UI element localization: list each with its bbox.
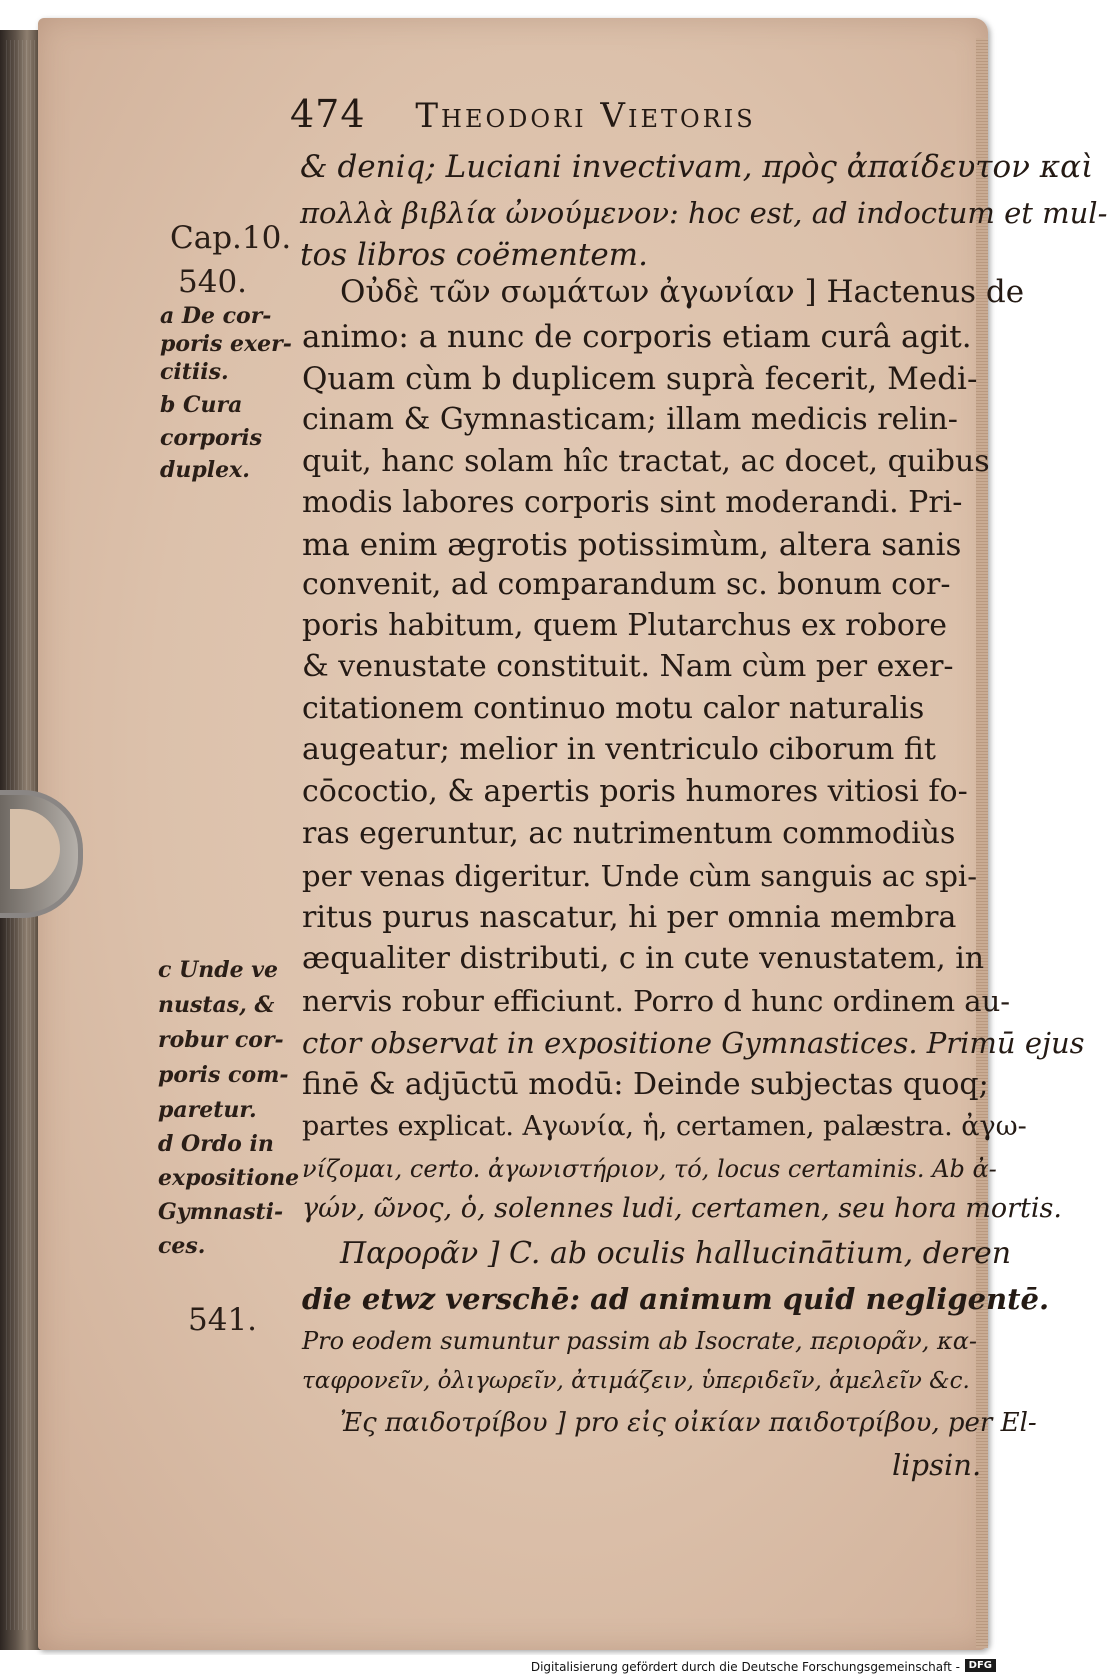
margin-number-540: 540.: [178, 264, 248, 300]
margin-note-c-1: c Unde ve: [158, 957, 279, 983]
body-line: æqualiter distributi, c in cute venustatem, in: [302, 941, 985, 976]
margin-note-a-3: citiis.: [160, 359, 229, 385]
body-line: citationem continuo motu calor naturalis: [302, 691, 925, 726]
margin-note-a-1: a De cor-: [160, 303, 272, 329]
body-line: ritus purus nascatur, hi per omnia membra: [302, 900, 957, 935]
body-line: Παρορᾶν ] C. ab oculis hallucinātium, deren: [340, 1236, 1012, 1271]
footer-bar: [0, 1655, 1000, 1678]
body-line: per venas digeritur. Unde cùm sanguis ac spi-: [302, 859, 978, 893]
margin-note-d-1: d Ordo in: [158, 1131, 274, 1157]
margin-note-d-3: Gymnasti-: [158, 1199, 284, 1225]
margin-note-b-1: b Cura: [160, 392, 243, 418]
body-line: quit, hanc solam hîc tractat, ac docet, quibus: [302, 444, 990, 479]
body-line: Quam cùm b duplicem suprà fecerit, Medi-: [302, 361, 978, 397]
margin-number-541: 541.: [188, 1302, 258, 1338]
body-line: nervis robur efficiunt. Porro d hunc ordinem au-: [302, 984, 1011, 1018]
body-line: γών, ῶνος, ὁ, solennes ludi, certamen, seu hora mortis.: [302, 1193, 1062, 1224]
body-line: die etwz verschē: ad animum quid negligentē.: [302, 1282, 1050, 1316]
margin-note-b-2: corporis: [160, 425, 263, 451]
margin-chapter: Cap.10.: [170, 220, 292, 256]
margin-note-c-2: nustas, &: [158, 992, 275, 1018]
body-line: ma enim ægrotis potissimùm, altera sanis: [302, 527, 962, 563]
margin-note-d-2: expositione: [158, 1165, 300, 1191]
margin-note-c-3: robur cor-: [158, 1027, 284, 1053]
margin-note-a-2: poris exer-: [160, 331, 292, 357]
margin-note-d-4: ces.: [158, 1233, 206, 1259]
body-line: poris habitum, quem Plutarchus ex robore: [302, 608, 948, 643]
body-line: modis labores corporis sint moderandi. Pri-: [302, 485, 963, 520]
body-line: & venustate constituit. Nam cùm per exer-: [302, 649, 954, 684]
body-line: νίζομαι, certo. ἀγωνιστήριον, τό, locus certaminis. Ab ἀ-: [302, 1155, 997, 1183]
margin-note-b-3: duplex.: [160, 457, 250, 483]
dfg-logo: DFG: [965, 1659, 996, 1672]
body-line: lipsin.: [892, 1448, 982, 1482]
body-line: ταφρονεῖν, ὀλιγωρεῖν, ἀτιμάζειν, ὑπεριδεῖν, ἀμελεῖν &c.: [302, 1368, 970, 1394]
body-line: Pro eodem sumuntur passim ab Isocrate, περιορᾶν, κα-: [302, 1327, 978, 1355]
body-line: cinam & Gymnasticam; illam medicis relin-: [302, 402, 958, 437]
running-title: Theodori Vietoris: [415, 96, 756, 136]
body-line: finē & adjūctū modū: Deinde subjectas quoq;: [302, 1067, 989, 1102]
page-header: [290, 92, 756, 136]
body-line: πολλὰ βιβλία ὠνούμενον: hoc est, ad indoctum et mul-: [300, 196, 1107, 230]
body-line: tos libros coëmentem.: [300, 237, 648, 273]
body-line: animo: a nunc de corporis etiam curâ agit.: [302, 319, 972, 355]
body-line: Οὐδὲ τῶν σωμάτων ἀγωνίαν ] Hactenus de: [340, 274, 1025, 310]
body-line: & deniq; Luciani invectivam, πρὸς ἀπαίδευτον καὶ: [300, 149, 1094, 185]
margin-note-c-4: poris com-: [158, 1062, 289, 1088]
body-line: partes explicat. Αγωνία, ἡ, certamen, palæstra. ἀγω-: [302, 1111, 1027, 1142]
body-line: ctor observat in expositione Gymnastices. Primū ejus: [302, 1026, 1085, 1060]
margin-note-c-5: paretur.: [158, 1097, 257, 1123]
body-line: augeatur; melior in ventriculo ciborum fit: [302, 732, 936, 767]
body-line: Ἐς παιδοτρίβου ] pro εἰς οἰκίαν παιδοτρίβου, per El-: [340, 1408, 1037, 1438]
body-line: ras egeruntur, ac nutrimentum commodiùs: [302, 816, 956, 851]
body-line: cōcoctio, & apertis poris humores vitiosi fo-: [302, 774, 968, 809]
footer-credit: Digitalisierung gefördert durch die Deutsche Forschungsgemeinschaft -: [530, 1660, 960, 1674]
page-number: 474: [290, 92, 366, 136]
body-line: convenit, ad comparandum sc. bonum cor-: [302, 567, 951, 602]
